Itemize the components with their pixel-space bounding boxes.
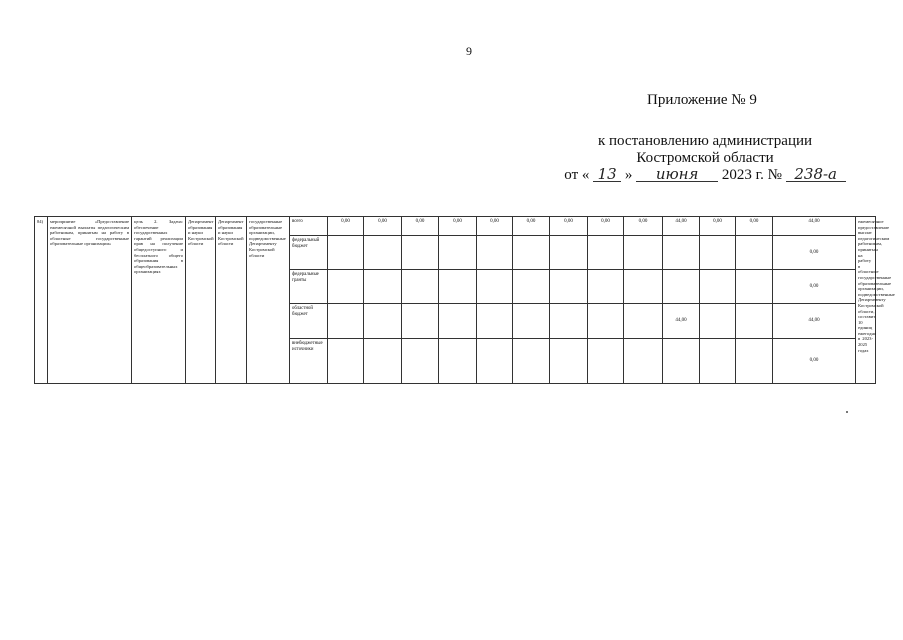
all-value: 0,00 [513, 217, 550, 236]
recipient: государственные образовательные организации, подведомственные Департаменту Костромской области [247, 217, 290, 384]
all-value: 0,00 [439, 217, 477, 236]
date-quote-close: » [624, 167, 633, 183]
budget-table [34, 216, 895, 384]
date-year: 2023 г. № [721, 167, 782, 183]
all-value: 0,00 [550, 217, 588, 236]
source-regional-budget: областной бюджет [290, 304, 328, 339]
all-value: 0,00 [700, 217, 736, 236]
all-total: 44,00 [773, 217, 856, 236]
page-number: 9 [466, 44, 472, 58]
handwritten-month: июня [636, 167, 718, 182]
all-value: 0,00 [364, 217, 402, 236]
all-value: 0,00 [736, 217, 773, 236]
responsible-executor: Департамент образования и науки Костромской области [186, 217, 216, 384]
handwritten-decree-number: 238-а [786, 167, 846, 182]
all-value: 0,00 [328, 217, 364, 236]
goal-description: цель 2. Задача: обеспечение государственных гарантий реализации прав на получение общедоступного и бесплатного общего образования в общеобразовательных организациях [132, 217, 186, 384]
decree-line-1: к постановлению администрации [597, 133, 813, 149]
federal-grants-total: 0,00 [773, 270, 856, 304]
decree-date-line [560, 167, 850, 184]
all-value: 44,00 [663, 217, 700, 236]
decree-reference [560, 133, 850, 184]
regional-2024: 44,00 [663, 304, 700, 339]
all-value: 0,00 [624, 217, 663, 236]
event-description: мероприятие «Предоставление ежемесячной выплаты педагогическим работникам, принятым на работу в областные государственные образовательные организации» [48, 217, 132, 384]
expected-result: ежемесячное предоставление выплат педагогическим работникам, принятым на работу в областные государственные образовательные организации, подведомственные Департаменту Костромской области, составит 10 единиц ежегодно в 2023-2025 годах [856, 217, 876, 384]
source-all: всего [290, 217, 328, 236]
row-number: 84) [35, 217, 48, 384]
date-prefix: от « [564, 167, 590, 183]
all-value: 0,00 [588, 217, 624, 236]
annex-title: Приложение № 9 [647, 92, 757, 108]
all-value: 0,00 [402, 217, 439, 236]
decree-line-2: Костромской области [636, 150, 774, 166]
source-extrabudgetary: внебюджетные источники [290, 339, 328, 384]
regional-total: 44,00 [773, 304, 856, 339]
source-federal-grants: федеральные гранты [290, 270, 328, 304]
handwritten-day: 13 [593, 167, 621, 182]
source-federal-budget: федеральный бюджет [290, 236, 328, 270]
all-value: 0,00 [477, 217, 513, 236]
federal-budget-total: 0,00 [773, 236, 856, 270]
extrabudget-total: 0,00 [773, 339, 856, 384]
co-executor: Департамент образования и науки Костромской области [216, 217, 247, 384]
scan-speck [846, 411, 848, 413]
